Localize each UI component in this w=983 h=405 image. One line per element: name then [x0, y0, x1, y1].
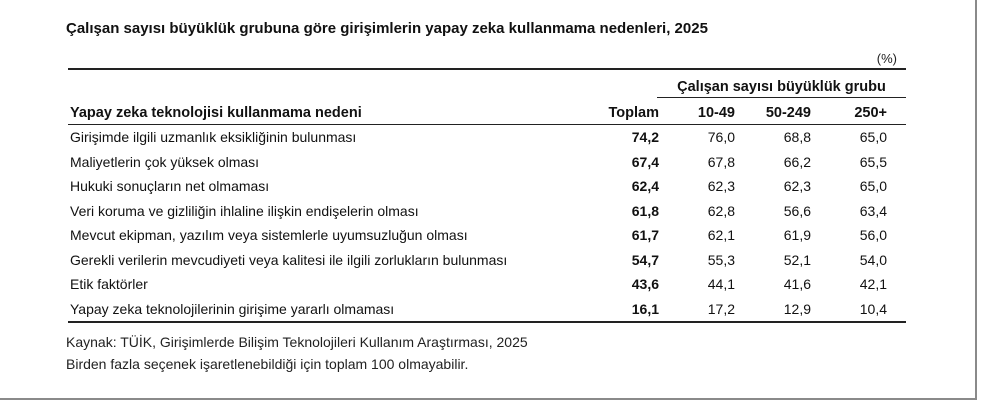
table-row [68, 125, 906, 150]
row-label: Girişimde ilgili uzmanlık eksikliğinin bulunması [70, 129, 357, 146]
row-label: Maliyetlerin çok yüksek olması [70, 153, 260, 170]
cell-50-249: 68,8 [783, 129, 811, 146]
cell-250plus: 65,5 [859, 153, 887, 170]
table-row [68, 248, 906, 273]
footnote: Birden fazla seçenek işaretlenebildiği için toplam 100 olmayabilir. [66, 356, 469, 372]
cell-10-49: 67,8 [707, 153, 735, 170]
cell-50-249: 41,6 [783, 276, 811, 293]
table-row [68, 150, 906, 175]
table-title: Çalışan sayısı büyüklük grubuna göre girişimlerin yapay zeka kullanmama nedenleri, 2025 [66, 20, 708, 37]
cell-10-49: 17,2 [707, 300, 735, 317]
cell-total: 54,7 [631, 251, 659, 268]
cell-total: 74,2 [631, 129, 659, 146]
table-row [68, 199, 906, 224]
cell-250plus: 10,4 [859, 300, 887, 317]
cell-total: 43,6 [631, 276, 659, 293]
cell-10-49: 55,3 [707, 251, 735, 268]
cell-50-249: 66,2 [783, 153, 811, 170]
cell-10-49: 62,3 [707, 178, 735, 195]
column-header-50-249: 50-249 [765, 105, 811, 121]
source-note: Kaynak: TÜİK, Girişimlerde Bilişim Teknolojileri Kullanım Araştırması, 2025 [66, 334, 528, 350]
cell-10-49: 62,1 [707, 227, 735, 244]
group-header: Çalışan sayısı büyüklük grubu [657, 79, 906, 98]
column-header-reason: Yapay zeka teknolojisi kullanmama nedeni [70, 105, 362, 121]
cell-10-49: 62,8 [707, 202, 735, 219]
row-label: Hukuki sonuçların net olmaması [70, 178, 270, 195]
row-label: Gerekli verilerin mevcudiyeti veya kalitesi ile ilgili zorlukların bulunması [70, 251, 508, 268]
table-row [68, 297, 906, 324]
cell-total: 61,8 [631, 202, 659, 219]
cell-250plus: 63,4 [859, 202, 887, 219]
cell-total: 67,4 [631, 153, 659, 170]
cell-250plus: 54,0 [859, 251, 887, 268]
row-label: Yapay zeka teknolojilerinin girişime yararlı olmaması [70, 300, 395, 317]
cell-10-49: 44,1 [707, 276, 735, 293]
cell-50-249: 52,1 [783, 251, 811, 268]
cell-total: 16,1 [631, 300, 659, 317]
cell-total: 62,4 [631, 178, 659, 195]
group-header-row [68, 70, 906, 100]
row-label: Etik faktörler [70, 276, 148, 293]
cell-50-249: 12,9 [783, 300, 811, 317]
table-row [68, 223, 906, 248]
cell-50-249: 62,3 [783, 178, 811, 195]
row-label: Mevcut ekipman, yazılım veya sistemlerle uyumsuzluğun olması [70, 227, 468, 244]
notes [66, 331, 528, 375]
column-header-total: Toplam [608, 105, 659, 121]
cell-50-249: 61,9 [783, 227, 811, 244]
cell-250plus: 42,1 [859, 276, 887, 293]
table-row [68, 174, 906, 199]
column-header-250plus: 250+ [854, 105, 887, 121]
data-table [68, 68, 906, 323]
column-header-10-49: 10-49 [697, 105, 735, 121]
unit-label: (%) [876, 51, 897, 66]
cell-10-49: 76,0 [707, 129, 735, 146]
cell-50-249: 56,6 [783, 202, 811, 219]
row-label: Veri koruma ve gizliliğin ihlaline ilişkin endişelerin olması [70, 202, 419, 219]
cell-total: 61,7 [631, 227, 659, 244]
cell-250plus: 56,0 [859, 227, 887, 244]
column-header-row [68, 100, 906, 125]
cell-250plus: 65,0 [859, 178, 887, 195]
table-body [68, 125, 906, 323]
table-row [68, 272, 906, 297]
cell-250plus: 65,0 [859, 129, 887, 146]
